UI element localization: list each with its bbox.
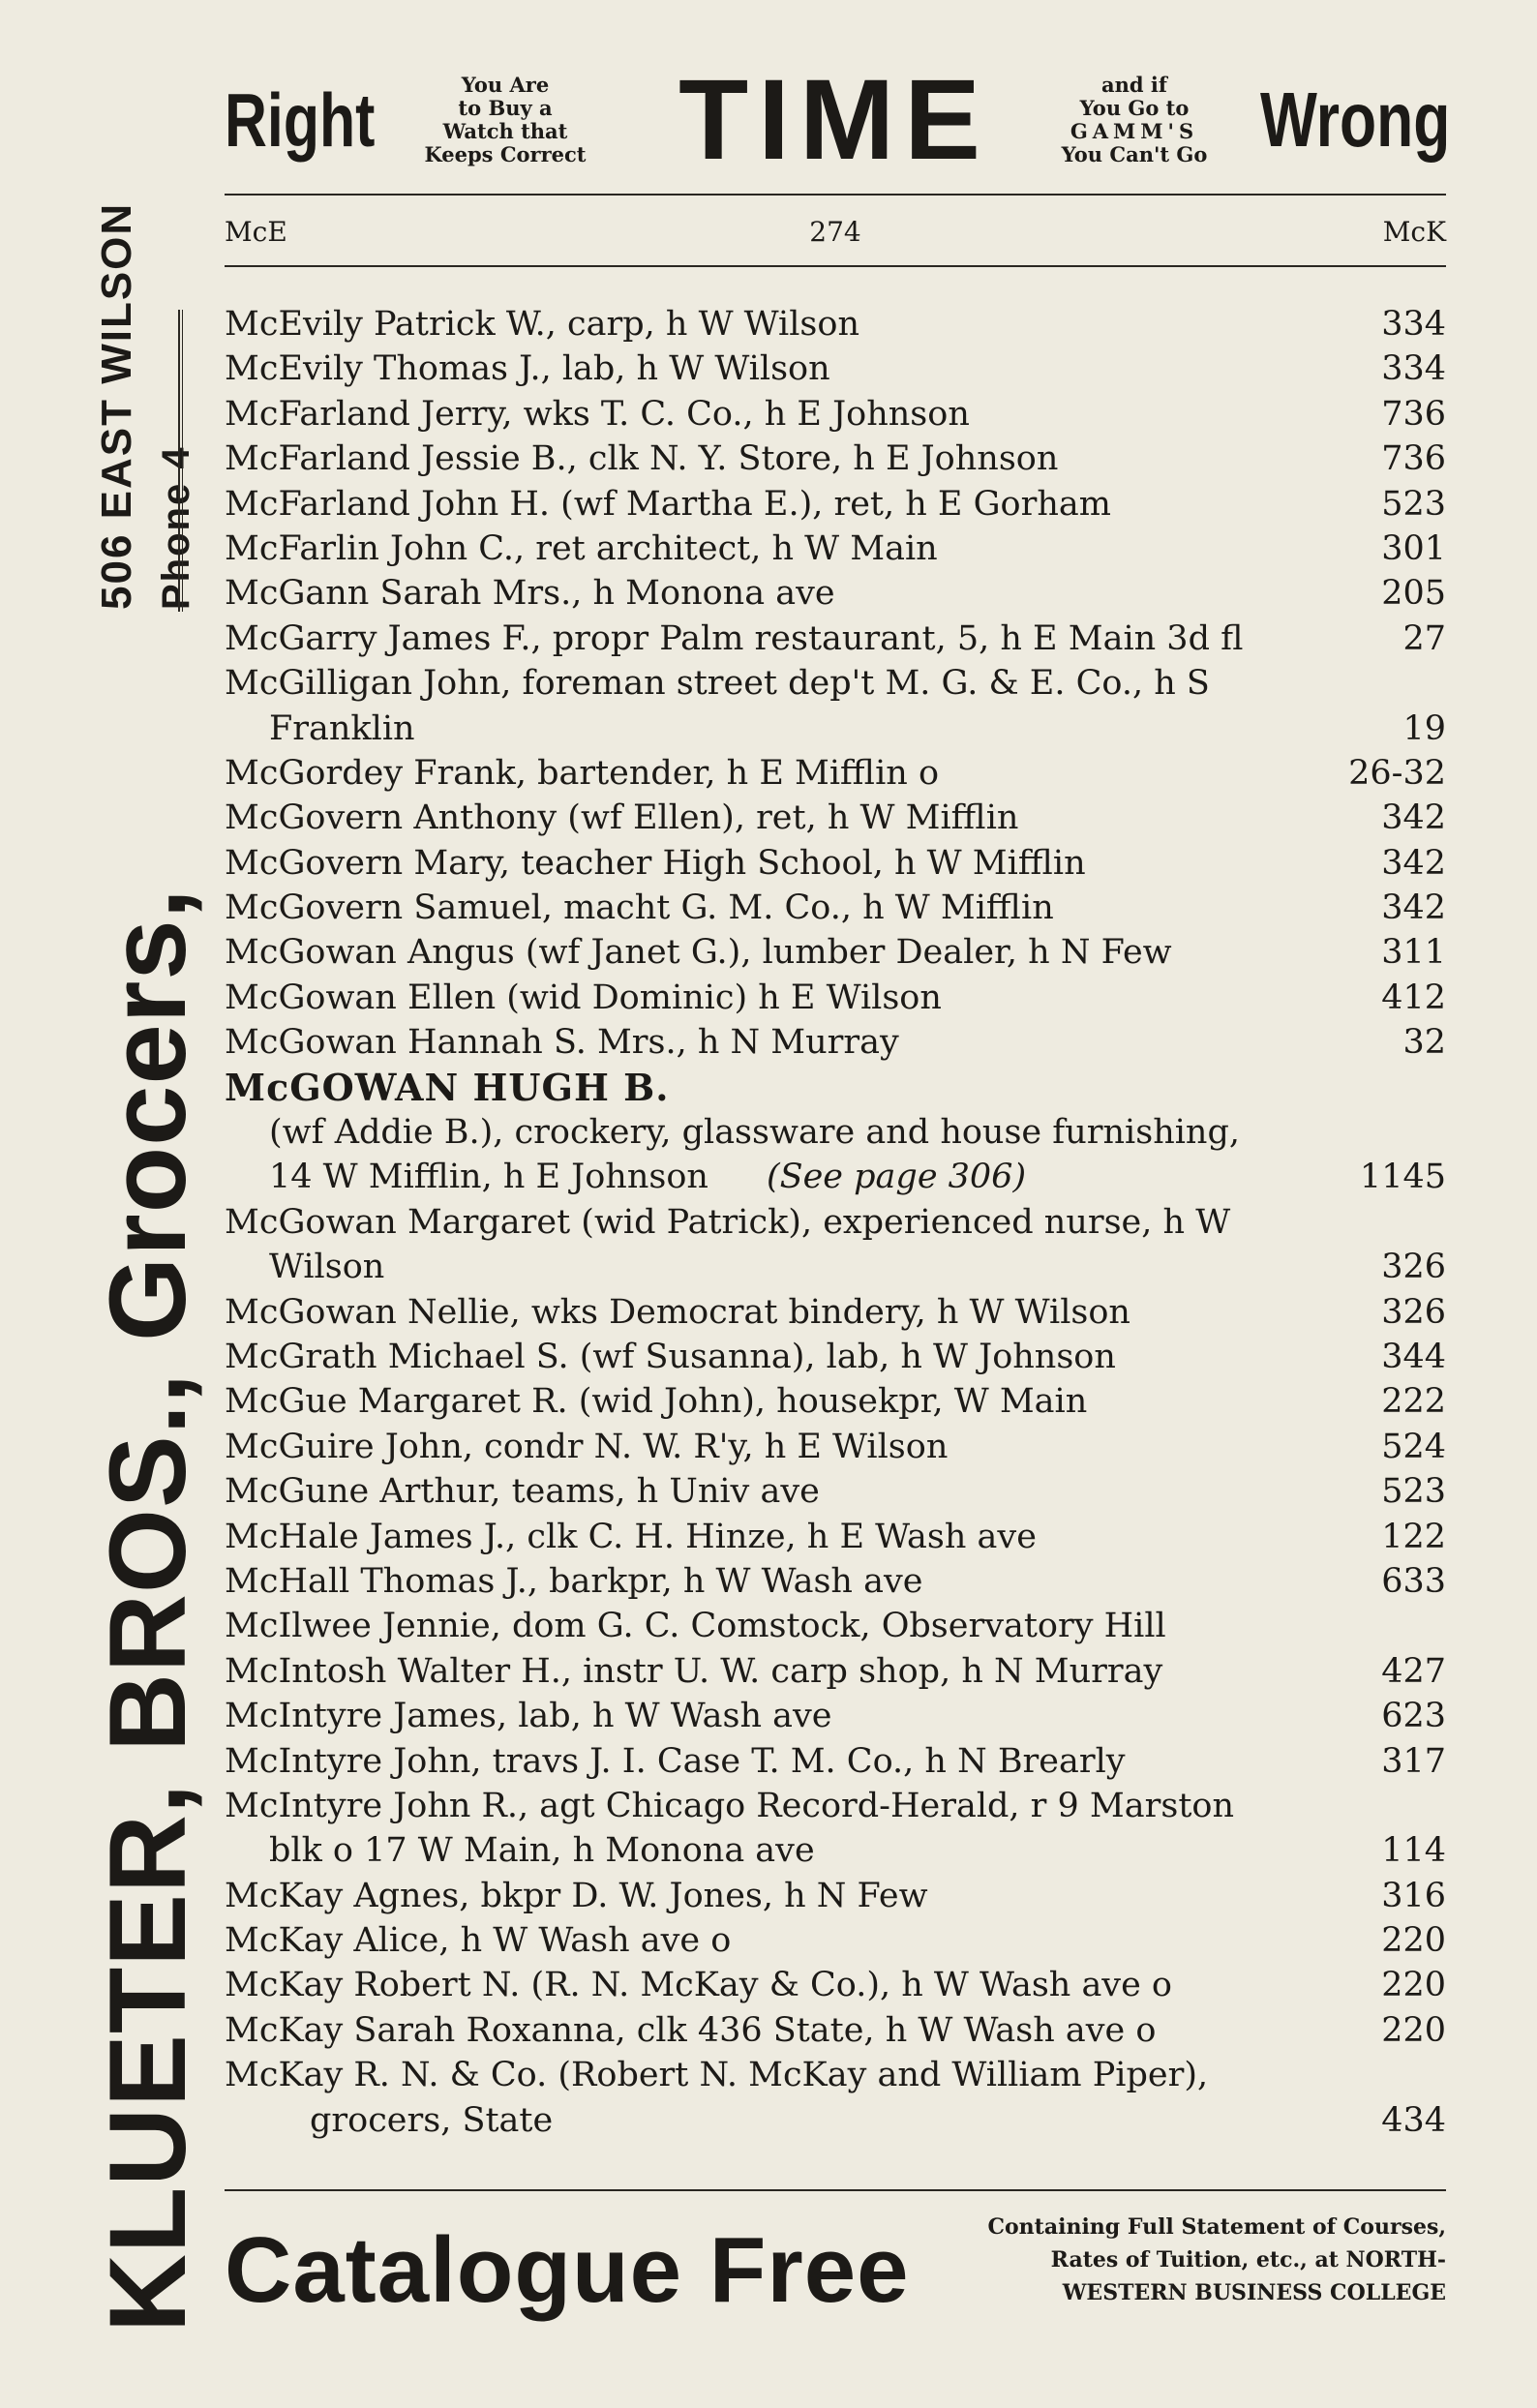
listing-text <box>225 482 1111 527</box>
listing-number: 524 <box>1381 1427 1446 1466</box>
listing-text <box>225 1649 1162 1694</box>
listing-line <box>225 661 1446 706</box>
listing-entry-text: McIntosh Walter H., instr U. W. carp shop, h N Murray <box>225 1651 1163 1691</box>
running-head-left: McE <box>225 216 287 248</box>
listing-line <box>225 976 1446 1020</box>
listing-text <box>225 841 1086 886</box>
side-ad-grocers: KLUETER, BROS., Grocers, <box>87 888 208 2333</box>
listing-line <box>225 346 1446 391</box>
side-ad-address <box>85 68 211 610</box>
top-ad-right-line: and if <box>1101 73 1167 97</box>
rule-bottom <box>225 2189 1446 2191</box>
listing-line <box>225 1290 1446 1335</box>
listing-entry-text: McKay Agnes, bkpr D. W. Jones, h N Few <box>225 1876 928 1915</box>
listing-number: 32 <box>1402 1023 1446 1063</box>
listing-text <box>225 886 1054 930</box>
running-head <box>225 211 1446 254</box>
listing-text <box>225 1963 1172 2007</box>
listing-number: 633 <box>1381 1561 1446 1601</box>
listing-entry-text: 14 W Mifflin, h E Johnson <box>269 1158 708 1197</box>
listing-number: 326 <box>1381 1248 1446 1287</box>
listing-text <box>225 1874 928 1918</box>
listing-text <box>225 302 859 346</box>
listing-number: 344 <box>1381 1337 1446 1376</box>
listing-entry-text: McGovern Samuel, macht G. M. Co., h W Mifflin <box>225 888 1054 928</box>
listing-text <box>225 796 1018 840</box>
listing-entry-text: McHall Thomas J., barkpr, h W Wash ave <box>225 1561 923 1601</box>
listing-line <box>225 1559 1446 1604</box>
top-ad-right-line: You Can't Go <box>1061 142 1208 166</box>
listing-entry-text: McGilligan John, foreman street dep't M. G. & E. Co., h S <box>225 664 1210 704</box>
top-ad-time: TIME <box>678 56 990 184</box>
listing-text <box>225 1918 731 1963</box>
bottom-advertisement <box>225 2203 1446 2329</box>
top-ad-wrong: Wrong <box>1260 76 1451 163</box>
listing-text <box>225 1515 1037 1559</box>
top-ad-right-small <box>1038 74 1231 166</box>
listing-entry-text: (wf Addie B.), crockery, glassware and house furnishing, <box>269 1113 1241 1153</box>
listing-number: 334 <box>1381 349 1446 389</box>
listing-number: 220 <box>1381 2010 1446 2050</box>
listing-line <box>225 1110 1446 1155</box>
listing-text <box>225 617 1243 661</box>
listing-line <box>225 1200 1446 1245</box>
listing-entry-text: McEvily Thomas J., lab, h W Wilson <box>225 349 830 389</box>
top-ad-left-line: Keeps Correct <box>424 142 587 166</box>
listing-line <box>225 1335 1446 1379</box>
listing-text <box>225 436 1058 481</box>
listing-entry-text: McGovern Anthony (wf Ellen), ret, h W Mifflin <box>225 798 1019 838</box>
listing-text <box>225 2053 1208 2097</box>
listing-text <box>225 751 939 796</box>
listing-text <box>269 1110 1240 1155</box>
listing-number: 301 <box>1381 528 1446 568</box>
listing-line <box>225 1918 1446 1963</box>
listing-line <box>225 1694 1446 1738</box>
listing-line <box>225 1155 1446 1199</box>
listing-line <box>225 1425 1446 1469</box>
listing-number: 114 <box>1381 1831 1446 1871</box>
listing-text <box>225 1379 1087 1424</box>
listing-line <box>225 302 1446 346</box>
listing-line <box>225 796 1446 840</box>
listing-entry-text: blk o 17 W Main, h Monona ave <box>269 1831 815 1871</box>
top-ad-right-line: You Go to <box>1079 96 1190 120</box>
listing-entry-text: McGowan Angus (wf Janet G.), lumber Dealer, h N Few <box>225 933 1172 973</box>
listing-text <box>269 707 415 751</box>
listing-entry-text: McIntyre John R., agt Chicago Record-Herald, r 9 Marston <box>225 1786 1235 1825</box>
listing-entry-text: McGue Margaret R. (wid John), housekpr, W Main <box>225 1382 1088 1422</box>
listing-entry-text: McGann Sarah Mrs., h Monona ave <box>225 574 835 614</box>
listing-text <box>225 1290 1130 1335</box>
listing-line <box>225 617 1446 661</box>
listing-number: 1145 <box>1359 1158 1446 1197</box>
listing-line <box>225 2098 1446 2143</box>
listing-number: 222 <box>1381 1382 1446 1422</box>
listing-entry-text: McEvily Patrick W., carp, h W Wilson <box>225 305 859 344</box>
listing-text <box>225 1559 922 1604</box>
top-advertisement <box>225 56 1451 184</box>
side-ad-phone: Phone 4 <box>155 445 197 610</box>
listing-entry-text: Franklin <box>269 708 415 748</box>
listing-line <box>225 571 1446 616</box>
listing-entry-text: McGowan Hannah S. Mrs., h N Murray <box>225 1023 899 1063</box>
listing-entry-text: McFarland John H. (wf Martha E.), ret, h E Gorham <box>225 484 1111 524</box>
listing-entry-text: McFarland Jerry, wks T. C. Co., h E Johnson <box>225 394 970 434</box>
listing-text <box>225 1335 1116 1379</box>
listing-number: 523 <box>1381 484 1446 524</box>
listing-text <box>225 1694 832 1738</box>
listing-line <box>225 841 1446 886</box>
listing-entry-text: grocers, State <box>310 2100 554 2140</box>
listing-line <box>225 2053 1446 2097</box>
bottom-ad-catalogue: Catalogue Free <box>225 2218 910 2322</box>
listing-number: 205 <box>1381 574 1446 614</box>
listing-text <box>225 571 835 616</box>
listing-line <box>225 2008 1446 2053</box>
listing-number: 122 <box>1381 1517 1446 1556</box>
listing-number: 342 <box>1381 888 1446 928</box>
listing-text <box>225 1739 1126 1784</box>
listing-entry-text: McGarry James F., propr Palm restaurant, 5, h E Main 3d fl <box>225 618 1244 658</box>
listing-text <box>225 1020 899 1065</box>
listing-entry-text: McFarlin John C., ret architect, h W Main <box>225 528 938 568</box>
listing-number: 311 <box>1381 933 1446 973</box>
listing-number: 26-32 <box>1348 753 1446 793</box>
top-ad-left-small <box>399 74 612 166</box>
listing-entry-text: McGovern Mary, teacher High School, h W Mifflin <box>225 843 1086 883</box>
listing-number: 523 <box>1381 1472 1446 1512</box>
listing-line <box>225 1649 1446 1694</box>
listing-entry-text: McGowan Nellie, wks Democrat bindery, h W Wilson <box>225 1292 1130 1332</box>
listing-entry-text: McIntyre James, lab, h W Wash ave <box>225 1697 832 1736</box>
listing-number: 317 <box>1381 1741 1446 1781</box>
top-ad-left-line: You Are <box>461 73 550 97</box>
listing-entry-text: Wilson <box>269 1248 385 1287</box>
top-ad-left-line: to Buy a <box>458 96 553 120</box>
top-ad-right-line: GAMM'S <box>1070 119 1199 143</box>
listing-text <box>225 1066 669 1110</box>
listing-text <box>225 1425 948 1469</box>
listing-line <box>225 1828 1446 1873</box>
listing-entry-text: McHale James J., clk C. H. Hinze, h E Wash ave <box>225 1517 1037 1556</box>
listing-number: 736 <box>1381 394 1446 434</box>
listing-entry-text: McKay Alice, h W Wash ave o <box>225 1921 732 1961</box>
page-number: 274 <box>809 216 861 248</box>
listing-text <box>269 1828 815 1873</box>
listing-number: 326 <box>1381 1292 1446 1332</box>
listing-entry-text: McGuire John, condr N. W. R'y, h E Wilson <box>225 1427 949 1466</box>
listing-text <box>225 930 1172 975</box>
listing-number: 19 <box>1402 708 1446 748</box>
listing-entry-text: McGrath Michael S. (wf Susanna), lab, h W Johnson <box>225 1337 1116 1376</box>
listing-number: 334 <box>1381 305 1446 344</box>
listing-line <box>225 527 1446 571</box>
listing-number: 434 <box>1381 2100 1446 2140</box>
listing-line <box>225 1784 1446 1828</box>
listing-number: 427 <box>1381 1651 1446 1691</box>
listing-line <box>225 1874 1446 1918</box>
side-rule <box>178 310 183 612</box>
listing-text <box>225 1469 820 1514</box>
listing-text <box>310 2098 553 2143</box>
listing-text <box>225 1784 1234 1828</box>
listing-line <box>225 1245 1446 1289</box>
listing-text <box>225 527 938 571</box>
listing-line <box>225 1604 1446 1648</box>
side-advertisement <box>85 68 211 2333</box>
listing-text <box>225 1604 1166 1648</box>
listing-see-page: (See page 306) <box>766 1158 1027 1197</box>
listing-entry-text: McKay Robert N. (R. N. McKay & Co.), h W Wash ave o <box>225 1966 1172 2005</box>
listing-line <box>225 436 1446 481</box>
rule-top <box>225 194 1446 196</box>
listing-text <box>269 1245 384 1289</box>
directory-listing <box>225 302 1446 2143</box>
listing-line <box>225 392 1446 436</box>
listing-line <box>225 751 1446 796</box>
listing-number: 220 <box>1381 1921 1446 1961</box>
listing-line <box>225 1963 1446 2007</box>
listing-entry-text: McFarland Jessie B., clk N. Y. Store, h E Johnson <box>225 439 1059 479</box>
listing-text <box>225 661 1210 706</box>
listing-text <box>225 2008 1156 2053</box>
listing-entry-text: McGowan Ellen (wid Dominic) h E Wilson <box>225 978 942 1017</box>
listing-text <box>225 1200 1230 1245</box>
listing-line <box>225 707 1446 751</box>
listing-entry-text: McGune Arthur, teams, h Univ ave <box>225 1472 820 1512</box>
bottom-ad-college-line: Rates of Tuition, etc., at NORTH- <box>1050 2247 1446 2273</box>
listing-entry-text: McIntyre John, travs J. I. Case T. M. Co., h N Brearly <box>225 1741 1126 1781</box>
listing-line <box>225 1379 1446 1424</box>
listing-number: 736 <box>1381 439 1446 479</box>
listing-number: 342 <box>1381 843 1446 883</box>
listing-number: 316 <box>1381 1876 1446 1915</box>
listing-line <box>225 482 1446 527</box>
listing-text <box>225 392 970 436</box>
bottom-ad-college-line: WESTERN BUSINESS COLLEGE <box>1062 2280 1446 2305</box>
listing-number: 412 <box>1381 978 1446 1017</box>
side-ad-street: 506 EAST WILSON <box>93 201 140 610</box>
top-ad-right: Right <box>225 77 376 163</box>
listing-line <box>225 1515 1446 1559</box>
listing-entry-text: McKay Sarah Roxanna, clk 436 State, h W Wash ave o <box>225 2010 1157 2050</box>
listing-entry-text: McIlwee Jennie, dom G. C. Comstock, Observatory Hill <box>225 1607 1166 1646</box>
listing-line <box>225 930 1446 975</box>
listing-line <box>225 1469 1446 1514</box>
top-ad-left-line: Watch that <box>442 119 568 143</box>
listing-entry-text: McGOWAN HUGH B. <box>225 1065 670 1109</box>
listing-entry-text: McKay R. N. & Co. (Robert N. McKay and William Piper), <box>225 2056 1209 2095</box>
listing-heading <box>225 1066 1446 1110</box>
listing-number: 342 <box>1381 798 1446 838</box>
listing-entry-text: McGordey Frank, bartender, h E Mifflin o <box>225 753 940 793</box>
listing-text <box>225 976 942 1020</box>
listing-number: 27 <box>1402 618 1446 658</box>
listing-line <box>225 1020 1446 1065</box>
rule-head <box>225 265 1446 267</box>
listing-entry-text: McGowan Margaret (wid Patrick), experienced nurse, h W <box>225 1202 1231 1242</box>
bottom-ad-college-line: Containing Full Statement of Courses, <box>987 2214 1446 2240</box>
running-head-right: McK <box>1382 216 1446 248</box>
bottom-ad-college <box>943 2211 1446 2309</box>
listing-text <box>269 1155 1026 1199</box>
listing-line <box>225 886 1446 930</box>
listing-text <box>225 346 830 391</box>
listing-number: 623 <box>1381 1697 1446 1736</box>
listing-line <box>225 1739 1446 1784</box>
listing-number: 220 <box>1381 1966 1446 2005</box>
